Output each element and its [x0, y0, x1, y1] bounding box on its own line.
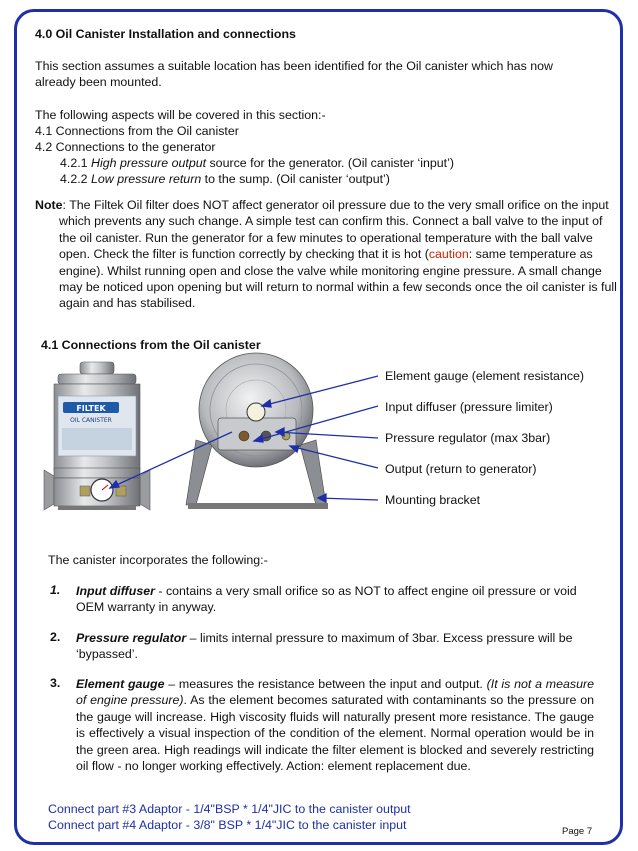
connect-line-output: Connect part #3 Adaptor - 1/4"BSP * 1/4"JIC to the canister output	[48, 802, 411, 816]
toc-item-41: 4.1 Connections from the Oil canister	[35, 124, 239, 138]
intro-paragraph: This section assumes a suitable location has been identified for the Oil canister which has now already been mounted.	[35, 59, 553, 90]
callout-mounting-bracket: Mounting bracket	[385, 493, 481, 507]
list-item-element-gauge: Element gauge – measures the resistance between the input and output. (It is not a measure of engine pressure). As the element becomes saturated with contaminants so the pressure on the gauge will increase. High viscosity fluids will naturally present more resistance. The gauge is effectively a visual inspection of the condition of the element. Normal operation would be in the green area. High readings will indicate the filter element is blocked and severely restricting oil flow - no longer working effectively. Action: element replacement due.	[76, 677, 594, 774]
callout-pressure-regulator: Pressure regulator (max 3bar)	[385, 431, 551, 445]
item-number: 2.	[50, 630, 61, 644]
list-item-pressure-regulator: Pressure regulator – limits internal pressure to maximum of 3bar. Excess pressure will be ‘bypassed’.	[76, 631, 573, 662]
canister-front-view	[44, 362, 150, 510]
toc-item-421: 4.2.1 High pressure output source for the generator. (Oil canister ‘input’)	[60, 156, 454, 170]
section-41-heading: 4.1 Connections from the Oil canister	[41, 338, 261, 352]
list-item-input-diffuser: Input diffuser - contains a very small orifice so as NOT to affect engine oil pressure or void OEM warranty in anyway.	[76, 584, 577, 615]
callout-input-diffuser: Input diffuser (pressure limiter)	[385, 400, 553, 414]
toc-item-422: 4.2.2 Low pressure return to the sump. (Oil canister ‘output’)	[60, 172, 390, 186]
page-title: 4.0 Oil Canister Installation and connections	[35, 27, 296, 41]
item-number: 3.	[50, 676, 61, 690]
canister-badge-text: FILTEK	[76, 404, 106, 413]
canister-side-view	[186, 353, 328, 509]
callout-output: Output (return to generator)	[385, 462, 537, 476]
incorporates-lead: The canister incorporates the following:-	[48, 553, 268, 567]
callout-element-gauge: Element gauge (element resistance)	[385, 369, 585, 383]
canister-sub-text: OIL CANISTER	[70, 417, 112, 424]
page-number: Page 7	[562, 826, 593, 837]
caution-text: caution	[428, 247, 469, 262]
toc-item-42: 4.2 Connections to the generator	[35, 140, 216, 154]
note-paragraph: Note: The Filtek Oil filter does NOT affect generator oil pressure due to the very small orifice on the input which prevents any such change. A simple test can confirm this. Connect a ball valve to the input of the oil canister. Run the generator for a few minutes to operational temperature with the ball valve open. Check the filter is function correctly by checking that it is hot (caution: same temperature as engine). Whilst running open and close the valve while monitoring engine pressure. A small change may be noticed upon opening but will return to normal within a few seconds once the oil canister is full again and has stabilised.	[35, 198, 617, 311]
item-number: 1.	[50, 583, 61, 597]
aspects-lead: The following aspects will be covered in this section:-	[35, 108, 326, 122]
connect-line-input: Connect part #4 Adaptor - 3/8" BSP * 1/4"JIC to the canister input	[48, 818, 407, 832]
